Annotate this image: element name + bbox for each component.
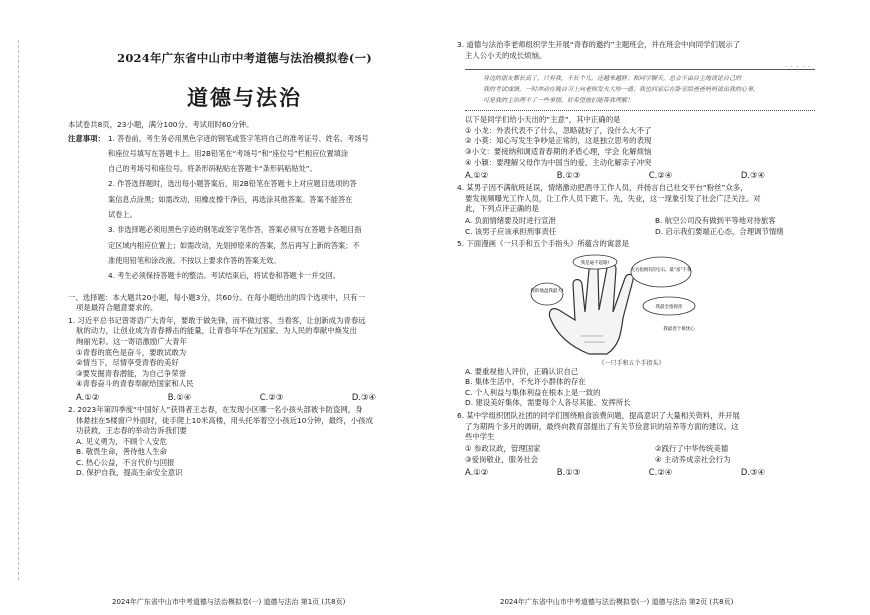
question-text: 此，下列点评正确的是 (465, 204, 539, 214)
option-a[interactable]: A. 要重视他人评价，正确认识自己 (465, 366, 579, 376)
answer-options (465, 169, 765, 181)
option-a[interactable]: A. 见义勇为，不顾个人安危 (76, 436, 167, 446)
question-text: 些中学生 (465, 432, 495, 442)
question-text: 5. 下面漫画《一只手和五个手指头》所蕴含的寓意是 (457, 238, 629, 248)
notice-line: 3. 非选择题必须用黑色字迹的钢笔或签字笔作答，答案必须写在答题卡各题目指 (108, 225, 362, 235)
option-a[interactable]: A.①② (465, 466, 489, 477)
option-a[interactable]: A. 负面情绪要及时进行宣泄 (465, 215, 556, 225)
question-1 (68, 316, 421, 403)
option-c[interactable]: C.②④ (648, 170, 673, 181)
answer-options (465, 466, 765, 478)
question-item: ④青春奋斗的青春奉献给国家和人民 (76, 379, 194, 389)
question-item: ②践行了中华传统美德 (655, 443, 729, 453)
question-prompt: 以下是同学们给小天出的“主意”，其中正确的是 (465, 115, 621, 125)
page-footer: 2024年广东省中山市中考道德与法治模拟卷(一) 道德与法治 第1页 (共8页) (112, 598, 346, 606)
story-line: 我的考试成绩，一时冲动在晚自习上向老师发火大吵一通；我也回家后在卧室给爸爸妈妈说出我的心事， (483, 86, 760, 94)
section-1-heading (68, 293, 421, 314)
question-4 (457, 183, 858, 237)
option-c[interactable]: C. 热心公益，不言代价与回报 (76, 457, 175, 467)
option-d[interactable]: D.③④ (740, 466, 765, 477)
notice-line: 2. 作答选择题时，选出每小题答案后，用2B铅笔在答题卡上对应题目选项的答 (108, 179, 357, 189)
option-d[interactable]: D. 启示我们要端正心态，合理调节情绪 (655, 226, 784, 236)
option-c[interactable]: C.②④ (648, 466, 673, 477)
notice-line: 试卷上。 (108, 210, 137, 220)
answer-options (76, 391, 376, 403)
question-5 (457, 239, 858, 409)
option-d[interactable]: D.③④ (740, 170, 765, 181)
option-c[interactable]: C.②③ (259, 391, 284, 402)
question-text: 2. 2023年第四季度“中国好人”获得者王志春，在发现小区哪一名小孩头部被卡防盗网，身 (68, 404, 363, 414)
option-c[interactable]: C. 该男子应该承担刑事责任 (465, 226, 557, 236)
question-item: ① 小龙：外表代表不了什么，忽略就好了，没什么大不了 (465, 125, 652, 135)
notice-line: 4. 考生必须保持答题卡的整洁。考试结束后，将试卷和答题卡一并交回。 (108, 271, 340, 281)
question-text: 绚丽光彩。这一寄语激励广大青年 (76, 336, 187, 346)
notice-line: 和座位号填写在答题卡上。用2B铅笔在“考场号”和“座位号”栏相应位置填涂 (108, 148, 349, 158)
answer-options (457, 215, 845, 237)
option-b[interactable]: B. 集体生活中，不允许小群体的存在 (465, 377, 586, 387)
exam-page-2 (435, 0, 870, 615)
speech-bubble-1 (531, 283, 563, 305)
bubble-label-1: 你的地盘我最大! (530, 288, 564, 294)
story-line: 身边的朋友都长高了，只有我，不长个儿，还越来越胖；和同学聊天，总会不由自主地谈论自己的 (483, 75, 742, 83)
question-text: 要发视频曝光工作人员，让工作人员下跪下。先，失业，这一现象引发了社会广泛关注。对 (465, 193, 761, 203)
question-6 (457, 411, 858, 478)
question-3 (457, 40, 858, 181)
question-text: 体悬挂在5楼窗户外面时，徒手爬上10米高楼，用头托举着空小孩近10分钟，最终，小孩成 (76, 415, 373, 425)
question-text: 了为期两个多月的调研，最终向教育部提出了有关节俭意识的培养等方面的建议。这 (465, 421, 739, 431)
exam-title: 2024年广东省中山市中考道德与法治模拟卷(一) (117, 51, 372, 65)
question-text: 功获救，王志春的举动告诉我们要 (76, 426, 187, 436)
notice-block (68, 133, 421, 283)
option-a[interactable]: A.①② (76, 391, 100, 402)
question-text: 3. 道德与法治李老师组织学生开展“青春的邀约”主题班会，并在班会中向同学们展示了 (457, 40, 741, 49)
story-line: 可是我的主治理不了一些事情，好希望他们能帮我理解！ (483, 97, 634, 105)
story-box (465, 64, 815, 111)
question-item: ③小文：要接纳和调适青春期的矛盾心理，学会 化解烦恼 (465, 146, 652, 156)
subject-title: 道德与法治 (187, 85, 302, 110)
hand-outline (549, 264, 633, 354)
question-text: 航的动力，让创业成为青春搏击的能量，让青春年华在为国家、为人民的奉献中焕发出 (76, 326, 357, 336)
bubble-label-4: 我最全指挥你 (655, 304, 683, 310)
notice-line: 案信息点涂黑；如需改动，用橡皮擦干净后，再选涂其他答案。答案不能答在 (108, 194, 353, 204)
question-items (457, 443, 845, 465)
hand-drawing (529, 254, 734, 358)
question-item: ①青春的底色是奋斗，要敢试敢为 (76, 347, 187, 357)
section-1-line: 项是最符合题意要求的。 (76, 303, 158, 313)
option-c[interactable]: C. 个人利益与集体利益在根本上是一致的 (465, 387, 601, 397)
option-d[interactable]: D. 保护自我，提高生命安全意识 (76, 468, 183, 478)
page-footer: 2024年广东省中山市中考道德与法治模拟卷(一) 道德与法治 第2页 (共8页) (500, 598, 734, 606)
question-text: 1. 习近平总书记曾寄语广大青年，要敢于做先锋，而不做过客、当看客，让创新成为青春远 (68, 315, 366, 325)
option-d[interactable]: D.③④ (351, 391, 376, 402)
question-text: 主人公小天的成长烦恼。 (465, 50, 547, 60)
notice-label: 注意事项： (68, 133, 105, 143)
question-item: ②情当下，尽情享受青春的美好 (76, 358, 179, 368)
bubble-label-5: 我最善于排忧心 (663, 326, 695, 332)
question-2 (68, 405, 421, 479)
exam-intro: 本试卷共8页，23小题，满分100分。考试用时60分钟。 (68, 120, 254, 129)
question-text: 4. 某男子因不满航班延误，情绪激动把酒寻工作人员，并扬言自己社交平台“粉丝”众多， (457, 183, 748, 193)
bubble-label-3: 无名指拥有的宝石，最“富”不我 (630, 267, 692, 273)
option-b[interactable]: B.①③ (556, 170, 581, 181)
option-b[interactable]: B. 敬畏生命，善待他人生命 (76, 447, 168, 457)
option-b[interactable]: B.①③ (556, 466, 581, 477)
notice-line: 自己的考场号和座位号。将条形码粘贴在答题卡“条形码粘贴处”。 (108, 164, 317, 174)
question-text: 6. 某中学组织团队社团的同学们围绕粮食浪费问题，提高意识了大量相关资料，并开展 (457, 410, 740, 420)
cartoon-caption: 《一只手和五个手指头》 (598, 359, 665, 367)
section-1-line: 一、选择题：本大题共20小题，每小题3分，共60分。在每小题给出的四个选项中，只有一 (68, 292, 365, 302)
notice-line: 1. 答卷前，考生务必用黑色字迹的钢笔或签字笔将自己的准考证号、姓名、考场号 (108, 133, 369, 143)
option-d[interactable]: D. 建设美好集体，需要每个人各尽其能、发挥所长 (465, 398, 631, 408)
box-decoration: · · · · · (784, 64, 811, 72)
bubble-label-2: 我是毫不起眼! (580, 260, 610, 266)
question-item: ④ 主动养成亲社会行为 (655, 454, 731, 464)
question-item: ③爱岗敬业，服务社会 (465, 454, 539, 464)
question-item: ④ 小颖：要理解父母作为中国当的爱，主动化解亲子冲突 (465, 157, 652, 167)
notice-line: 定区域内相应位置上；如需改动，先划掉原来的答案，然后再写上新的答案；不 (108, 240, 360, 250)
question-item: ③要发掘青春潜能，为自己争荣誉 (76, 368, 187, 378)
option-b[interactable]: B. 航空公司没有做到平等地对待旅客 (655, 215, 776, 225)
option-b[interactable]: B.①④ (167, 391, 192, 402)
hand-cartoon (529, 254, 734, 358)
notice-line: 准使用铅笔和涂改液。不按以上要求作答的答案无效。 (108, 255, 281, 265)
option-a[interactable]: A.①② (465, 170, 489, 181)
question-item: ② 小莫：知心写发生争吵是正常的，这是独立思考的表现 (465, 136, 652, 146)
question-item: ① 参政议政，管理国家 (465, 443, 541, 453)
